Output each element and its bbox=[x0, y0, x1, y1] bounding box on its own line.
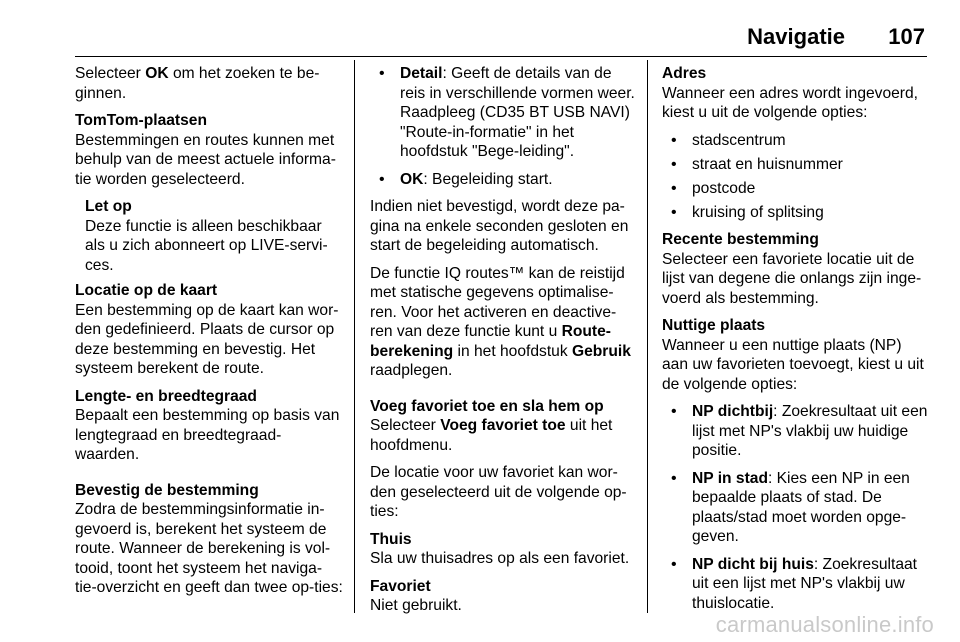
favorite-options-text: De locatie voor uw favoriet kan wor-den geselecteerd uit de volgende op-ties: bbox=[370, 464, 627, 520]
home-text: Sla uw thuisadres op als een favoriet. bbox=[370, 550, 630, 567]
poi-text: Wanneer u een nuttige plaats (NP) aan uw favorieten toevoegt, kiest u uit de volgende opties: bbox=[662, 336, 924, 393]
column-divider bbox=[647, 60, 648, 613]
column-left bbox=[75, 64, 343, 598]
list-item: • OK: Begeleiding start. bbox=[370, 170, 638, 190]
address-text: Wanneer een adres wordt ingevoerd, kiest u uit de volgende opties: bbox=[662, 84, 919, 121]
section-heading-map: Locatie op de kaart bbox=[75, 282, 218, 299]
list-item: • NP dichtbij: Zoekresultaat uit een lijst met NP's vlakbij uw huidige positie. bbox=[662, 402, 930, 461]
recent-text: Selecteer een favoriete locatie uit de lijst van degene die onlangs zijn inge-voerd als bestemming. bbox=[662, 250, 922, 307]
latlong-text: Bepaalt een bestemming op basis van lengtegraad en breedtegraad-waarden. bbox=[75, 407, 340, 463]
list-item: • NP in stad: Kies een NP in een bepaalde plaats of stad. De plaats/stad moet worden opge-geven. bbox=[662, 469, 930, 547]
note-heading: Let op bbox=[85, 198, 132, 215]
column-divider bbox=[354, 60, 355, 613]
list-item: • kruising of splitsing bbox=[662, 203, 930, 223]
watermark-text: carmanualsonline.info bbox=[715, 612, 934, 637]
auto-guidance-text: Indien niet bevestigd, wordt deze pa-gina na enkele seconden gesloten en start de begeleiding automatisch. bbox=[370, 198, 629, 254]
list-item: • straat en huisnummer bbox=[662, 155, 930, 175]
intro-text: Selecteer OK om het zoeken te be-ginnen. bbox=[75, 65, 320, 102]
list-item: • postcode bbox=[662, 179, 930, 199]
column-middle bbox=[370, 64, 638, 616]
list-item: • NP dicht bij huis: Zoekresultaat uit een lijst met NP's vlakbij uw thuislocatie. bbox=[662, 555, 930, 614]
section-heading-favorite: Voeg favoriet toe en sla hem op bbox=[370, 397, 604, 415]
favorite-text: Selecteer Voeg favoriet toe uit het hoofdmenu. bbox=[370, 417, 613, 454]
section-heading-home: Thuis bbox=[370, 530, 412, 548]
section-heading-confirm: Bevestig de bestemming bbox=[75, 481, 259, 499]
iq-routes-text: De functie IQ routes™ kan de reistijd met statische gegevens optimalise-ren. Voor het activeren en deactive-ren van deze functie kunt u Route-berekening in het hoofdstuk Gebruik raadplegen. bbox=[370, 264, 631, 379]
note-box bbox=[75, 197, 343, 275]
tomtom-text: Bestemmingen en routes kunnen met behulp van de meest actuele informa-tie worden geselecteerd. bbox=[75, 131, 336, 188]
page-title: Navigatie bbox=[747, 24, 845, 49]
list-item: • Detail: Geeft de details van de reis in verschillende vormen weer. Raadpleeg (CD35 BT USB NAVI) "Route-in-formatie" in het hoofdstuk "Bege-leiding". bbox=[370, 64, 638, 162]
section-heading-address: Adres bbox=[662, 65, 707, 82]
section-heading-tomtom: TomTom-plaatsen bbox=[75, 112, 207, 129]
section-heading-latlong: Lengte- en breedtegraad bbox=[75, 387, 257, 405]
section-heading-recent: Recente bestemming bbox=[662, 231, 819, 248]
section-heading-poi: Nuttige plaats bbox=[662, 317, 766, 334]
address-options-list bbox=[662, 131, 930, 223]
page-header bbox=[75, 24, 927, 57]
page-number: 107 bbox=[888, 24, 925, 49]
favoriet-text: Niet gebruikt. bbox=[370, 597, 462, 614]
confirm-text: Zodra de bestemmingsinformatie in-gevoerd is, berekent het systeem de route. Wanneer de berekening is vol-tooid, toont het systeem het naviga-tie-overzicht en geeft dan twee op-ties: bbox=[75, 501, 343, 596]
poi-options-list bbox=[662, 402, 930, 613]
note-text: Deze functie is alleen beschikbaar als u zich abonneert op LIVE-servi-ces. bbox=[85, 217, 328, 274]
list-item: • stadscentrum bbox=[662, 131, 930, 151]
section-heading-favoriet: Favoriet bbox=[370, 577, 431, 595]
confirm-options-list bbox=[370, 64, 638, 189]
map-text: Een bestemming op de kaart kan wor-den gedefinieerd. Plaats de cursor op deze bestemming en bevestig. Het systeem berekent de route. bbox=[75, 301, 339, 377]
column-right bbox=[662, 64, 930, 613]
